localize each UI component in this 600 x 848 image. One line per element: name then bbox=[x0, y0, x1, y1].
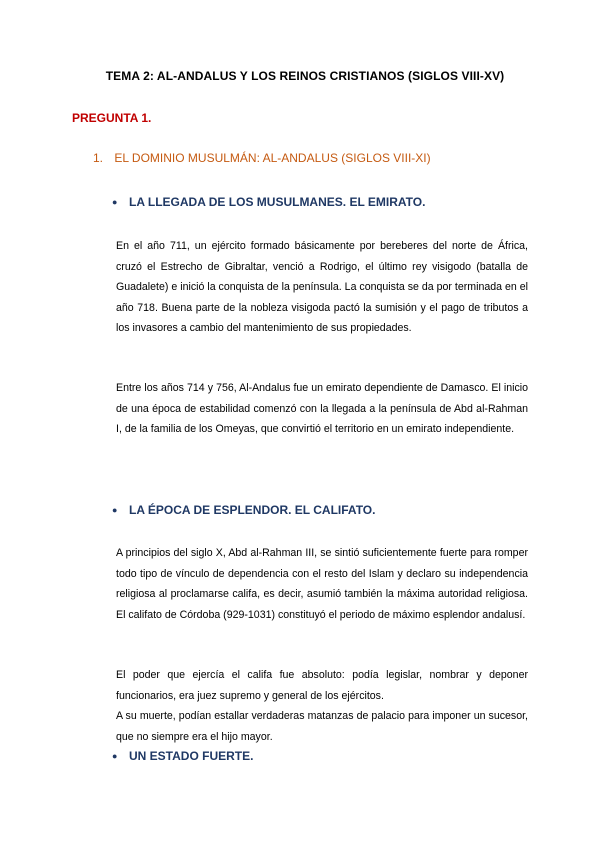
subsection-heading bbox=[112, 749, 253, 763]
subsection-heading-text: UN ESTADO FUERTE. bbox=[129, 749, 254, 763]
section-heading bbox=[93, 151, 431, 165]
section-title: EL DOMINIO MUSULMÁN: AL-ANDALUS (SIGLOS VIII-XI) bbox=[114, 151, 431, 165]
section-number: 1. bbox=[93, 151, 104, 165]
paragraph: A principios del siglo X, Abd al-Rahman III, se sintió suficientemente fuerte para romper todo tipo de vínculo de dependencia con el resto del Islam y declaro su independencia religiosa al proclamarse califa, es decir, asumió también la máxima autoridad religiosa. El califato de Córdoba (929-1031) constituyó el periodo de máximo esplendor andalusí. bbox=[116, 547, 528, 621]
question-label: PREGUNTA 1. bbox=[72, 111, 152, 125]
paragraph: A su muerte, podían estallar verdaderas matanzas de palacio para imponer un sucesor, que no siempre era el hijo mayor. bbox=[116, 710, 528, 743]
bullet-icon: ● bbox=[112, 197, 118, 207]
paragraph: Entre los años 714 y 756, Al-Andalus fue un emirato dependiente de Damasco. El inicio de una época de estabilidad comenzó con la llegada a la península de Abd al-Rahman I, de la familia de los Omeyas, que convirtió el territorio en un emirato independiente. bbox=[116, 382, 528, 436]
bullet-icon: ● bbox=[112, 751, 118, 761]
document-title: TEMA 2: AL-ANDALUS Y LOS REINOS CRISTIANOS (SIGLOS VIII-XV) bbox=[105, 69, 505, 83]
subsection-heading bbox=[112, 195, 425, 209]
subsection-heading-text: LA LLEGADA DE LOS MUSULMANES. EL EMIRATO. bbox=[129, 195, 426, 209]
paragraph: En el año 711, un ejército formado básicamente por bereberes del norte de África, cruzó el Estrecho de Gibraltar, venció a Rodrigo, el último rey visigodo (batalla de Guadalete) e inició la conquista de la península. La conquista se da por terminada en el año 718. Buena parte de la nobleza visigoda pactó la sumisión y el pago de tributos a los invasores a cambio del mantenimiento de sus propiedades. bbox=[116, 240, 528, 335]
paragraph: El poder que ejercía el califa fue absoluto: podía legislar, nombrar y deponer funcionarios, era juez supremo y general de los ejércitos. bbox=[116, 669, 528, 702]
subsection-heading-text: LA ÉPOCA DE ESPLENDOR. EL CALIFATO. bbox=[129, 503, 376, 517]
subsection-heading bbox=[112, 503, 375, 517]
bullet-icon: ● bbox=[112, 505, 118, 515]
